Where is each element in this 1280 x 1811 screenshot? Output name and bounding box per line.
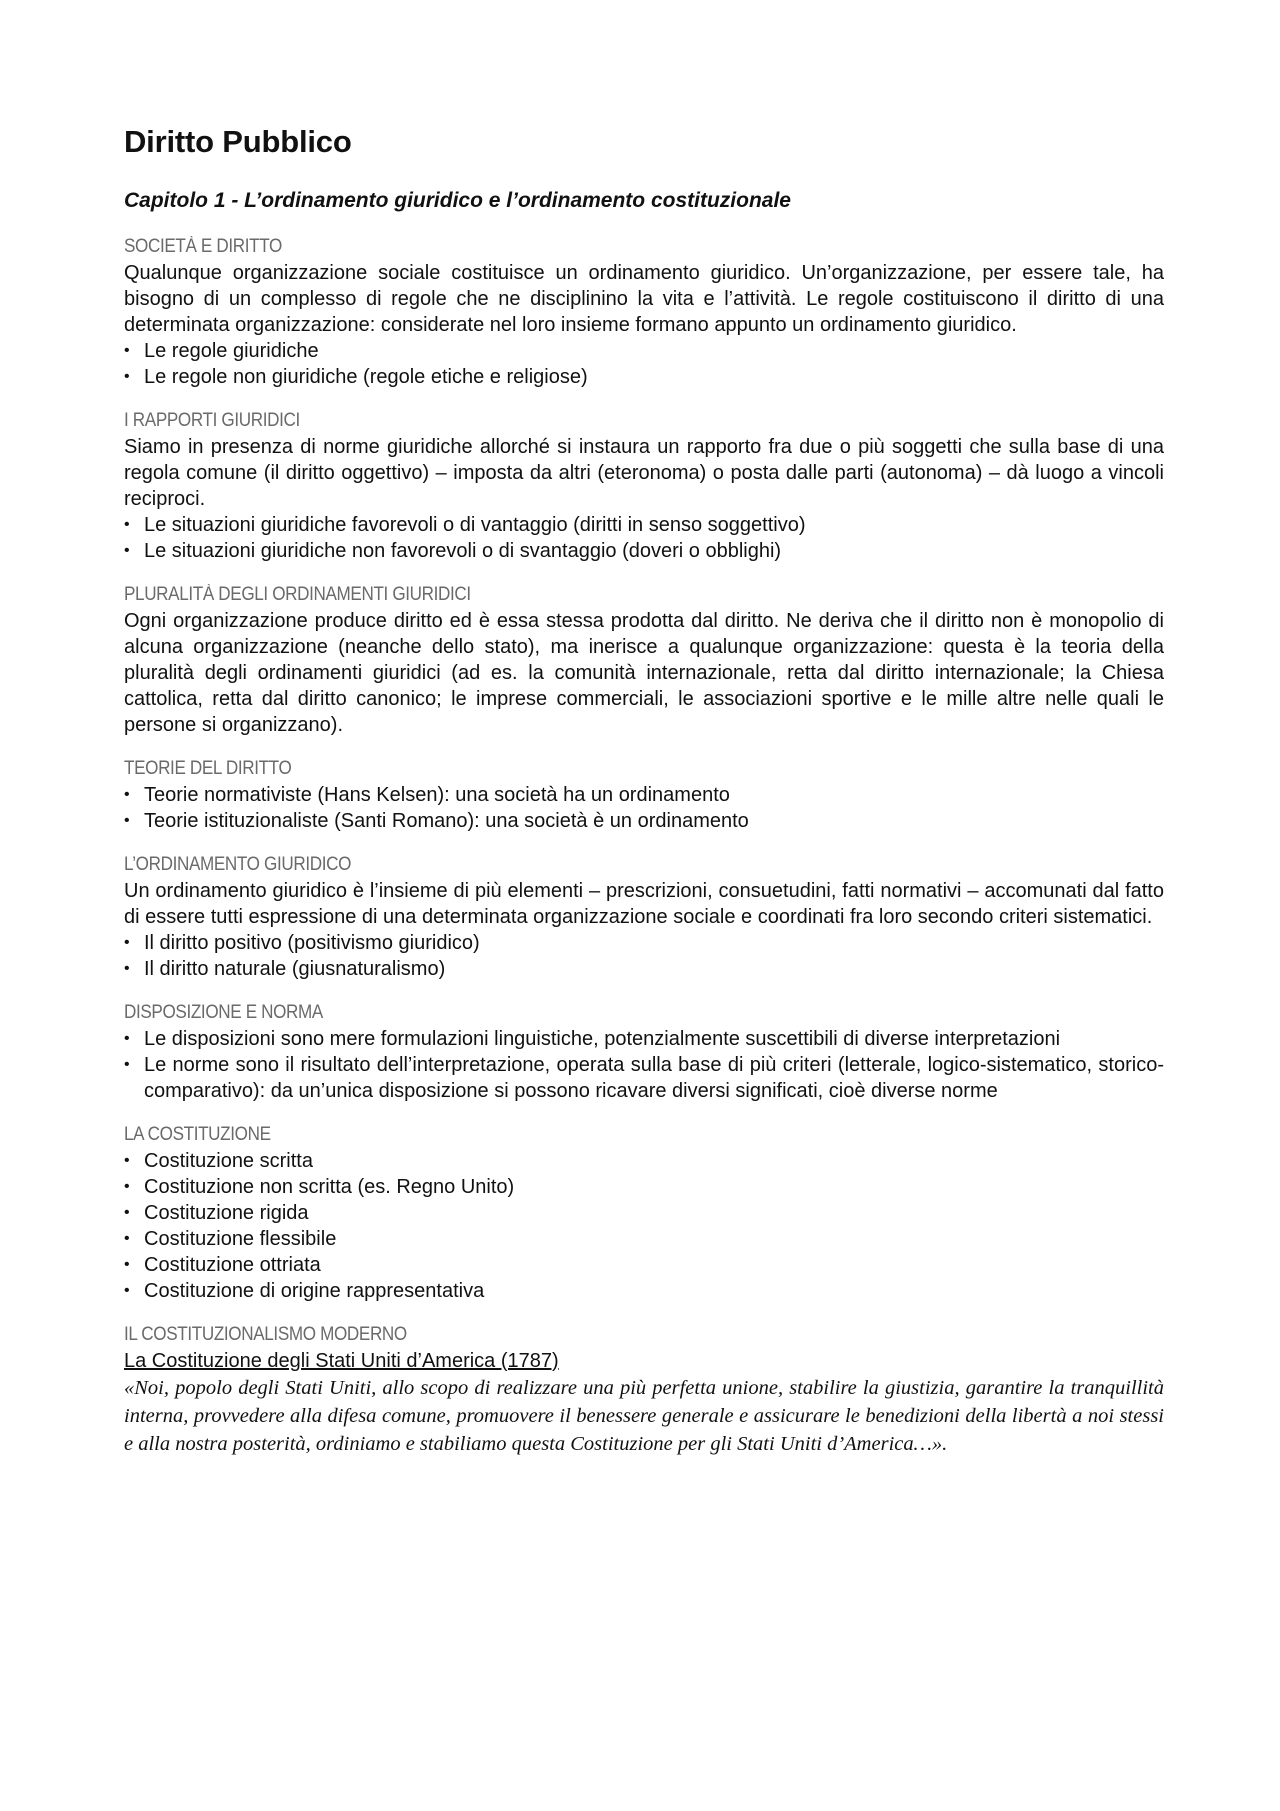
section-societa — [124, 234, 1164, 390]
list-item: • Teorie normativiste (Hans Kelsen): una società ha un ordinamento — [124, 782, 1164, 808]
section-paragraph: Un ordinamento giuridico è l’insieme di più elementi – prescrizioni, consuetudini, fatti normativi – accomunati dal fatto di essere tutti espressione di una determinata organizzazione sociale e coordinati fra loro secondo criteri sistematici. — [124, 880, 1164, 928]
section-heading: DISPOSIZIONE E NORMA — [124, 1002, 323, 1023]
section-paragraph: Ogni organizzazione produce diritto ed è essa stessa prodotta dal diritto. Ne deriva che il diritto non è monopolio di alcuna organizzazione (neanche dello stato), ma inerisce a qualunque organizzazione: questa è la teoria della pluralità degli ordinamenti giuridici (ad es. la comunità internazionale, retta dal diritto internazionale; la Chiesa cattolica, retta dal diritto canonico; le imprese commerciali, le associazioni sportive e le mille altre nelle quali le persone si organizzano). — [124, 610, 1164, 736]
list-item: • Costituzione di origine rappresentativa — [124, 1278, 1164, 1304]
list-item: • Teorie istituzionaliste (Santi Romano): una società è un ordinamento — [124, 808, 1164, 834]
section-disposizione — [124, 1000, 1164, 1104]
bullet-list — [124, 512, 1164, 564]
section-costituzionalismo — [124, 1322, 1164, 1458]
list-item: • Il diritto positivo (positivismo giuridico) — [124, 930, 1164, 956]
section-heading: LA COSTITUZIONE — [124, 1124, 271, 1145]
section-heading: PLURALITÀ DEGLI ORDINAMENTI GIURIDICI — [124, 584, 471, 605]
list-item: • Le disposizioni sono mere formulazioni linguistiche, potenzialmente suscettibili di diverse interpretazioni — [124, 1026, 1164, 1052]
bullet-list — [124, 1026, 1164, 1104]
bullet-list — [124, 782, 1164, 834]
list-item: • Le regole giuridiche — [124, 338, 1164, 364]
section-heading: I RAPPORTI GIURIDICI — [124, 410, 300, 431]
section-paragraph: Qualunque organizzazione sociale costituisce un ordinamento giuridico. Un’organizzazione, per essere tale, ha bisogno di un complesso di regole che ne disciplinino la vita e l’attività. Le regole costituiscono il diritto di una determinata organizzazione: considerate nel loro insieme formano appunto un ordinamento giuridico. — [124, 262, 1164, 336]
section-pluralita — [124, 582, 1164, 738]
bullet-list — [124, 338, 1164, 390]
list-item: • Il diritto naturale (giusnaturalismo) — [124, 956, 1164, 982]
bullet-list — [124, 1148, 1164, 1304]
section-heading: IL COSTITUZIONALISMO MODERNO — [124, 1324, 407, 1345]
bullet-list — [124, 930, 1164, 982]
list-item: • Costituzione flessibile — [124, 1226, 1164, 1252]
section-heading: L’ORDINAMENTO GIURIDICO — [124, 854, 352, 875]
list-item: • Le situazioni giuridiche favorevoli o di vantaggio (diritti in senso soggettivo) — [124, 512, 1164, 538]
document-page — [124, 122, 1164, 1458]
document-title: Diritto Pubblico — [124, 124, 352, 159]
quotation: «Noi, popolo degli Stati Uniti, allo scopo di realizzare una più perfetta unione, stabilire la giustizia, garantire la tranquillità interna, provvedere alla difesa comune, promuovere il benessere generale e assicurare le benedizioni della libertà a noi stessi e alla nostra posterità, ordiniamo e stabiliamo questa Costituzione per gli Stati Uniti d’America…». — [124, 1377, 1164, 1455]
list-item: • Le regole non giuridiche (regole etiche e religiose) — [124, 364, 1164, 390]
section-rapporti — [124, 408, 1164, 564]
section-teorie — [124, 756, 1164, 834]
list-item: • Costituzione scritta — [124, 1148, 1164, 1174]
section-costituzione — [124, 1122, 1164, 1304]
list-item: • Costituzione rigida — [124, 1200, 1164, 1226]
list-item: • Le norme sono il risultato dell’interpretazione, operata sulla base di più criteri (letterale, logico-sistematico, storico-comparativo): da un’unica disposizione si possono ricavare diversi significati, cioè diverse norme — [124, 1052, 1164, 1104]
list-item: • Le situazioni giuridiche non favorevoli o di svantaggio (doveri o obblighi) — [124, 538, 1164, 564]
section-ordinamento — [124, 852, 1164, 982]
section-heading: SOCIETÀ E DIRITTO — [124, 236, 282, 257]
list-item: • Costituzione non scritta (es. Regno Unito) — [124, 1174, 1164, 1200]
underlined-subtitle: La Costituzione degli Stati Uniti d’America (1787) — [124, 1350, 559, 1372]
chapter-title: Capitolo 1 - L’ordinamento giuridico e l’ordinamento costituzionale — [124, 189, 791, 212]
section-paragraph: Siamo in presenza di norme giuridiche allorché si instaura un rapporto fra due o più soggetti che sulla base di una regola comune (il diritto oggettivo) – imposta da altri (eteronoma) o posta dalle parti (autonoma) – dà luogo a vincoli reciproci. — [124, 436, 1164, 510]
list-item: • Costituzione ottriata — [124, 1252, 1164, 1278]
section-heading: TEORIE DEL DIRITTO — [124, 758, 292, 779]
